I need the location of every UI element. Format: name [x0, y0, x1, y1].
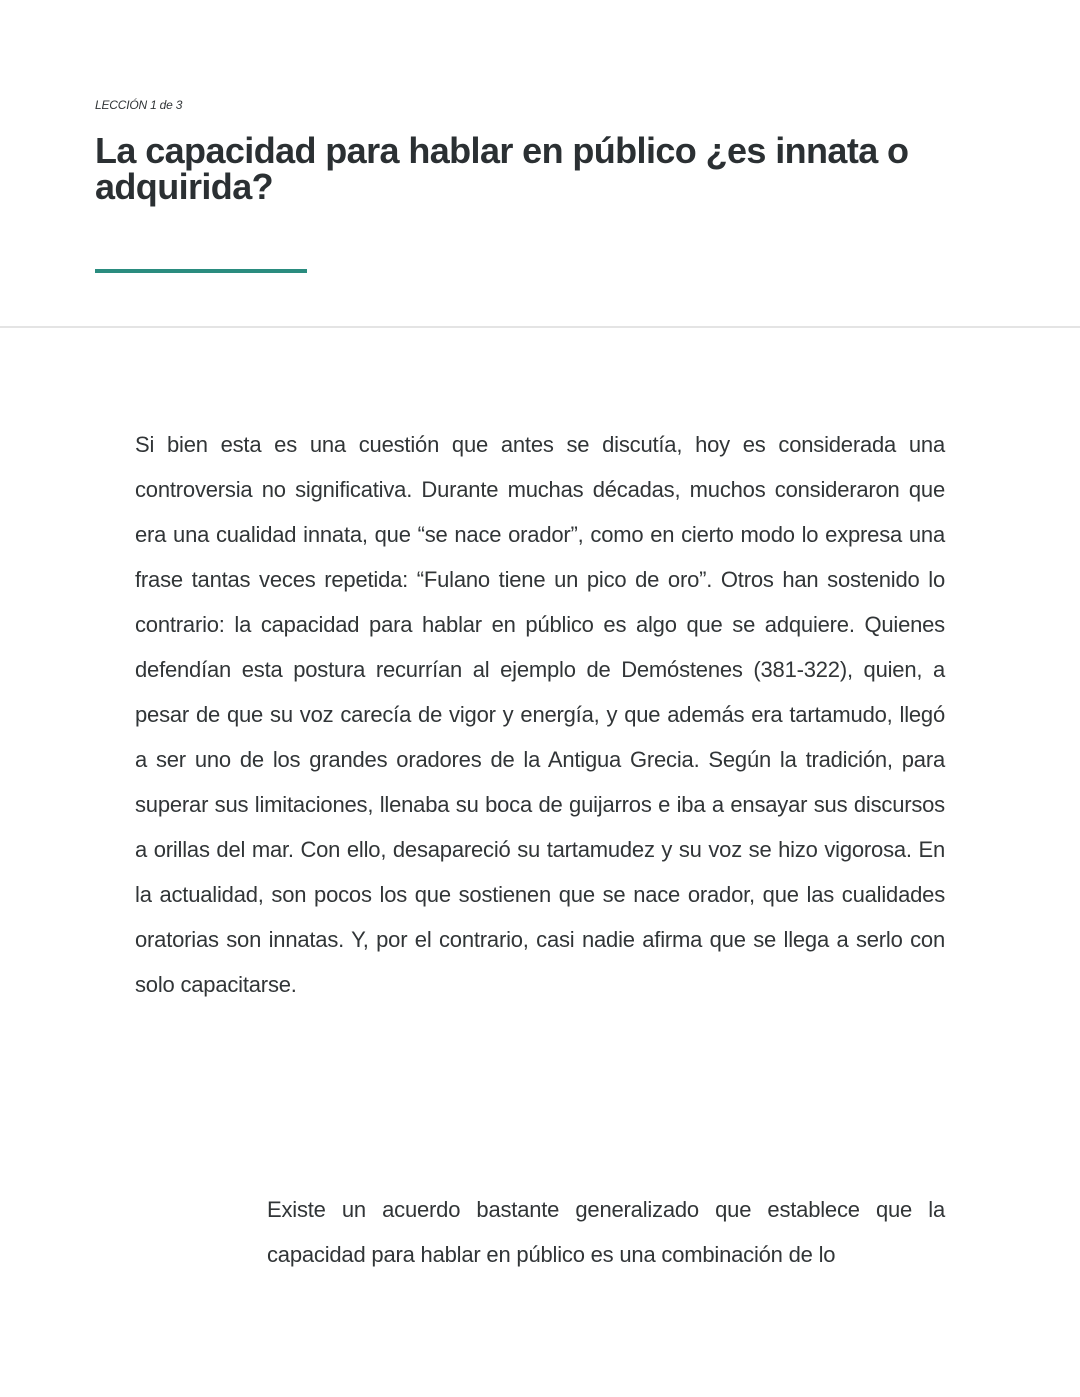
header-divider [0, 326, 1080, 328]
lesson-title: La capacidad para hablar en público ¿es innata o adquirida? [95, 130, 909, 207]
body-paragraph: Si bien esta es una cuestión que antes se discutía, hoy es considerada una controversia no significativa. Durante muchas décadas, muchos consideraron que era una cualidad innata, que “se nace orador”, como en cierto modo lo expresa una frase tantas veces repetida: “Fulano tiene un pico de oro”. Otros han sostenido lo contrario: la capacidad para hablar en público es algo que se adquiere. Quienes defendían esta postura recurrían al ejemplo de Demóstenes (381-322), quien, a pesar de que su voz carecía de vigor y energía, y que además era tartamudo, llegó a ser uno de los grandes oradores de la Antigua Grecia. Según la tradición, para superar sus limitaciones, llenaba su boca de guijarros e iba a ensayar sus discursos a orillas del mar. Con ello, desapareció su tartamudez y su voz se hizo vigorosa. En la actualidad, son pocos los que sostienen que se nace orador, que las cualidades oratorias son innatas. Y, por el contrario, casi nadie afirma que se llega a serlo con solo capacitarse. [135, 432, 945, 997]
lesson-header [0, 0, 1080, 326]
title-accent-bar [95, 269, 307, 273]
body-paragraph: Existe un acuerdo bastante generalizado que establece que la capacidad para hablar en público es una combinación de lo [267, 1197, 945, 1267]
lesson-counter-label: LECCIÓN 1 de 3 [95, 98, 183, 112]
